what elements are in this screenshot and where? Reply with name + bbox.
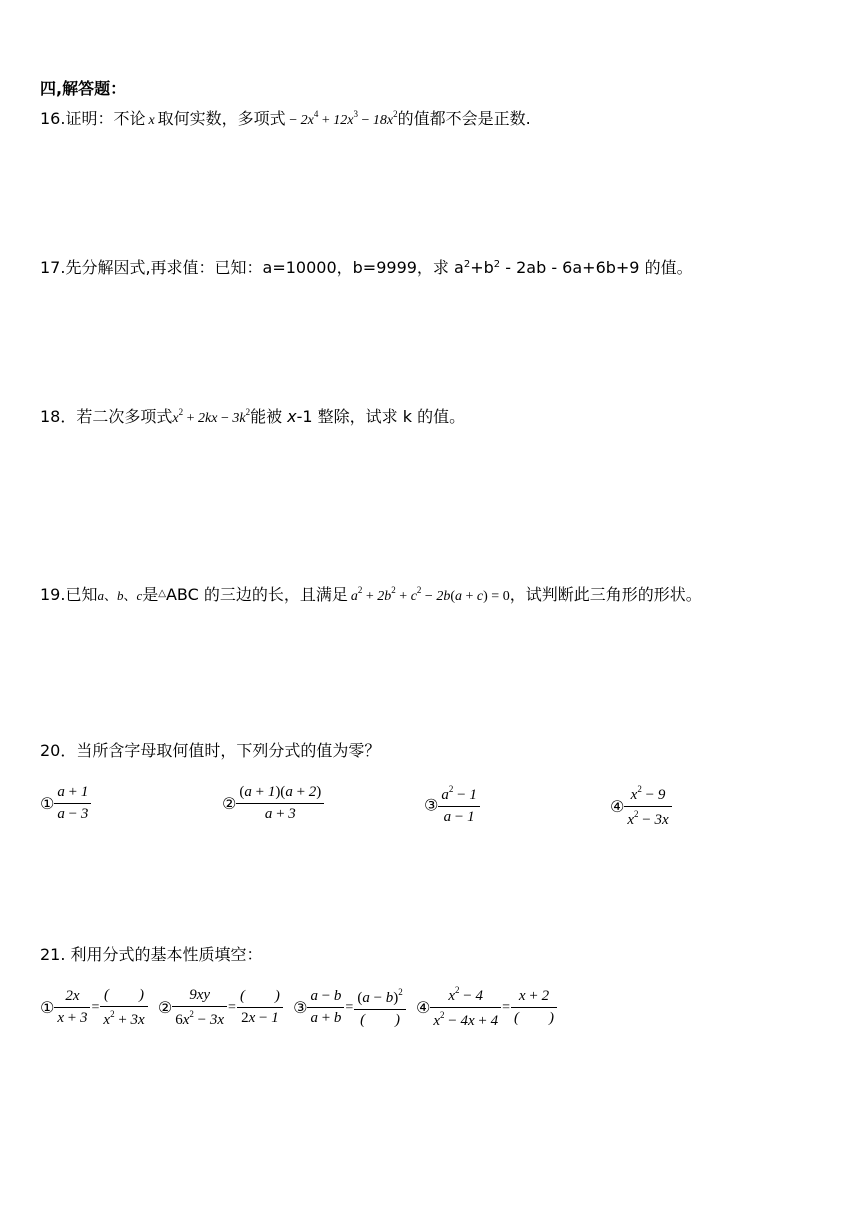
q19-mid1: 是 [142,585,159,604]
q18-polynomial: $x^2 + 2kx - 3k^2$ [172,407,251,426]
q20-fraction-3: $\frac{a^2 - 1}{a - 1}$ [438,785,479,825]
q16-var: x [148,113,155,128]
q21-fraction-4a: $\frac{x^2 - 4}{x^2 - 4x + 4}$ [430,986,501,1029]
q19-sides: a、b、c [97,588,143,603]
circle-2: ② [222,794,237,813]
q18-before: 18．若二次多项式 [40,407,173,426]
q18-var: x [287,407,297,426]
q16-before: 16.证明：不论 [40,109,146,128]
q19-before: 19.已知 [40,585,98,604]
circle-4: ④ [415,998,431,1017]
q21-fraction-1a: $\frac{2x}{x + 3}$ [54,989,90,1026]
question-18 [40,404,465,427]
q21-fraction-2a: $\frac{9xy}{6x^2 - 3x}$ [172,988,227,1028]
q21-fraction-2b: $\frac{( )}{2x - 1}$ [237,989,283,1026]
q16-after: 的值都不会是正数. [397,109,531,128]
circle-4: ④ [610,797,625,816]
circle-2: ② [157,998,173,1017]
q20-fraction-2: $\frac{(a + 1)(a + 2)}{a + 3}$ [236,785,324,822]
q16-polynomial: − $2x^4 + 12x^3 - 18x^2$ [289,109,398,128]
q21-row: ① $\frac{2x}{x + 3}$ = $\frac{( )}{x^2 + 3x}$ ② $\frac{9xy}{6x^2 - 3x}$ = $\frac{( )}{2x - 1}$ ③ $\frac{a - b}{a + b}$ = $\frac{(a - b)^2}{( )}$ ④ $\frac{x^2 - 4}{x^2 - 4x + 4}$ = $\frac{x + 2}{( )}$ [40,986,557,1029]
q18-middle: 能被 [250,407,283,426]
q19-mid2: ABC 的三边的长，且满足 [165,585,348,604]
question-16 [40,106,531,129]
question-20-prompt: 20．当所含字母取何值时，下列分式的值为零？ [40,741,381,760]
question-19 [40,582,702,605]
question-21-prompt: 21. 利用分式的基本性质填空： [40,945,263,964]
q17-text: 17.先分解因式,再求值：已知：a=10000，b=9999，求 a [40,258,464,277]
q19-after: ，试判断此三角形的形状。 [509,585,702,604]
q20-item-1 [40,785,91,822]
circle-1: ① [40,794,55,813]
q21-fraction-4b: $\frac{x + 2}{( )}$ [511,989,557,1026]
q21-fraction-3a: $\frac{a - b}{a + b}$ [307,989,344,1026]
circle-1: ① [40,998,55,1017]
q21-fraction-3b: $\frac{(a - b)^2}{( )}$ [354,988,405,1028]
q19-equation: $a^2 + 2b^2 + c^2 - 2b(a + c) = 0$ [350,585,510,604]
q20-fraction-4: $\frac{x^2 - 9}{x^2 - 3x}$ [624,785,671,828]
triangle-symbol: △ [158,588,166,599]
question-17: 17.先分解因式,再求值：已知：a=10000，b=9999，求 $a^2+b^2 - 2ab - 6a+6b+9$ 的值。 [40,258,693,277]
circle-3: ③ [424,795,439,815]
q20-item-3 [424,785,480,825]
section-title: 四,解答题： [40,79,127,98]
q20-item-2 [222,785,324,822]
q18-after: -1 整除，试求 k 的值。 [296,407,466,426]
q20-fraction-1: $\frac{a + 1}{a - 3}$ [54,785,91,822]
q17-rest: - 2ab - 6a+6b+9 的值。 [500,258,693,277]
q20-item-4 [610,785,672,828]
q17-b-part: +b [470,258,494,277]
circle-3: ③ [293,998,308,1017]
q16-middle: 取何实数，多项式 [157,109,286,128]
q21-fraction-1b: $\frac{( )}{x^2 + 3x}$ [100,988,147,1028]
